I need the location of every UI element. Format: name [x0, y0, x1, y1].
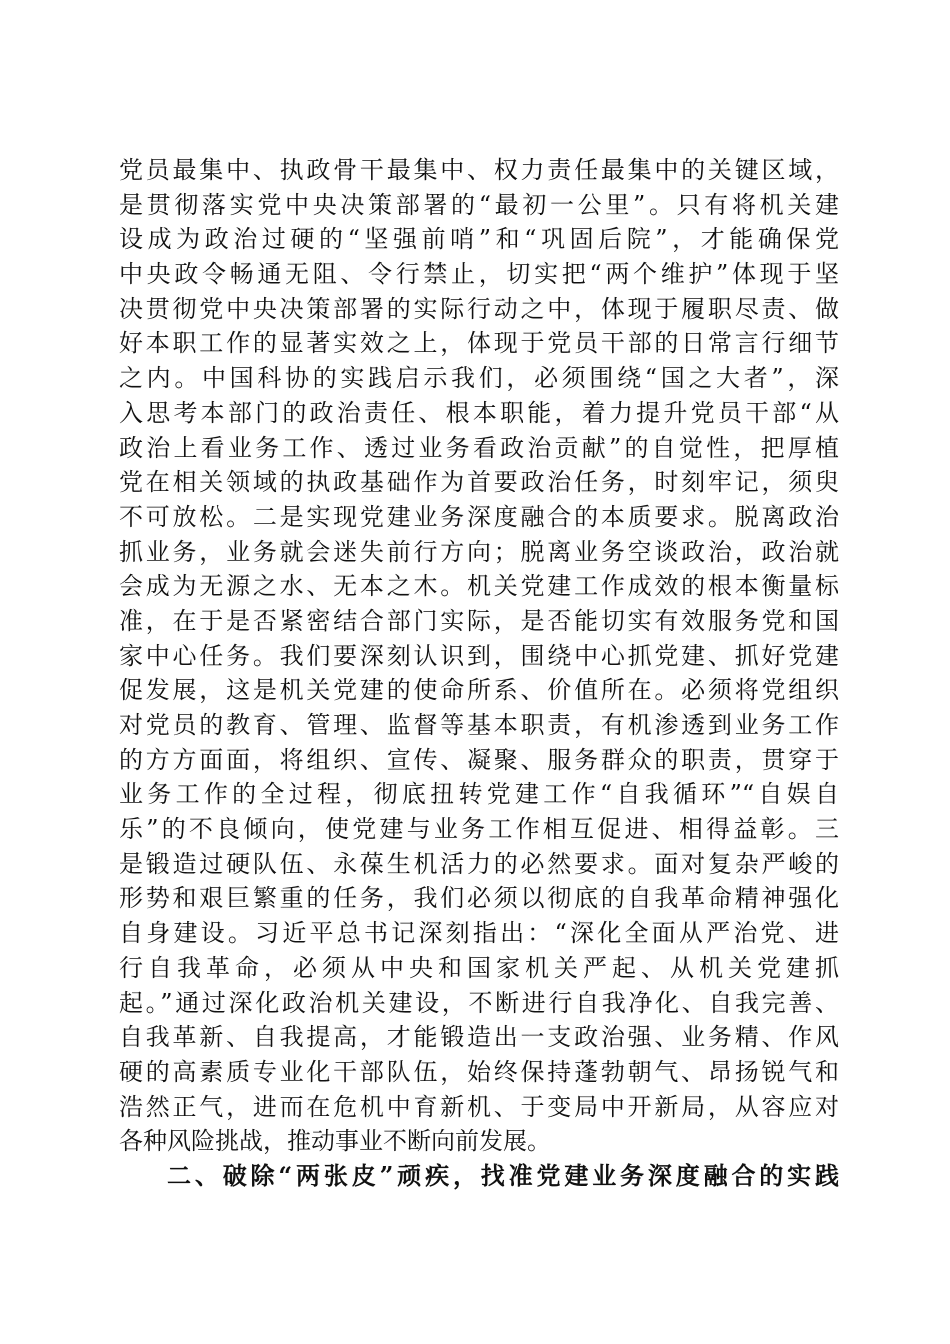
paragraph-line: 抓业务，业务就会迷失前行方向；脱离业务空谈政治，政治就: [119, 537, 839, 566]
paragraph-line: 是锻造过硬队伍、永葆生机活力的必然要求。面对复杂严峻的: [119, 849, 839, 878]
paragraph-line-last: 各种风险挑战，推动事业不断向前发展。: [119, 1127, 551, 1156]
paragraph-line: 会成为无源之水、无本之木。机关党建工作成效的根本衡量标: [119, 572, 839, 601]
paragraph-line: 的方方面面，将组织、宣传、凝聚、服务群众的职责，贯穿于: [119, 745, 839, 774]
paragraph-line: 好本职工作的显著实效之上，体现于党员干部的日常言行细节: [119, 329, 839, 358]
paragraph-line: 决贯彻党中央决策部署的实际行动之中，体现于履职尽责、做: [119, 294, 839, 323]
paragraph-line: 家中心任务。我们要深刻认识到，围绕中心抓党建、抓好党建: [119, 641, 839, 670]
paragraph-line: 自身建设。习近平总书记深刻指出：“深化全面从严治党、进: [119, 919, 839, 948]
paragraph-line: 形势和艰巨繁重的任务，我们必须以彻底的自我革命精神强化: [119, 884, 839, 913]
paragraph-line: 浩然正气，进而在危机中育新机、于变局中开新局，从容应对: [119, 1092, 839, 1121]
paragraph-line: 政治上看业务工作、透过业务看政治贡献”的自觉性，把厚植: [119, 433, 839, 462]
paragraph-line: 不可放松。二是实现党建业务深度融合的本质要求。脱离政治: [119, 502, 839, 531]
paragraph-line: 起。”通过深化政治机关建设，不断进行自我净化、自我完善、: [119, 988, 839, 1017]
paragraph-line: 促发展，这是机关党建的使命所系、价值所在。必须将党组织: [119, 676, 839, 705]
paragraph-line: 业务工作的全过程，彻底扭转党建工作“自我循环”“自娱自: [119, 780, 839, 809]
paragraph-line: 自我革新、自我提高，才能锻造出一支政治强、业务精、作风: [119, 1023, 839, 1052]
body-text: [119, 153, 839, 1194]
paragraph-line: 准，在于是否紧密结合部门实际，是否能切实有效服务党和国: [119, 606, 839, 635]
paragraph-line: 设成为政治过硬的“坚强前哨”和“巩固后院”，才能确保党: [119, 225, 839, 254]
paragraph-line: 行自我革命，必须从中央和国家机关严起、从机关党建抓: [119, 953, 839, 982]
paragraph-line: 乐”的不良倾向，使党建与业务工作相互促进、相得益彰。三: [119, 815, 839, 844]
paragraph-line: 对党员的教育、管理、监督等基本职责，有机渗透到业务工作: [119, 711, 839, 739]
paragraph-line: 党在相关领域的执政基础作为首要政治任务，时刻牢记，须臾: [119, 468, 839, 497]
paragraph-line: 之内。中国科协的实践启示我们，必须围绕“国之大者”，深: [119, 364, 839, 393]
paragraph-line: 中央政令畅通无阻、令行禁止，切实把“两个维护”体现于坚: [119, 260, 839, 289]
section-heading: 二、破除“两张皮”顽疾，找准党建业务深度融合的实践: [167, 1160, 839, 1190]
paragraph-line: 入思考本部门的政治责任、根本职能，着力提升党员干部“从: [119, 398, 839, 427]
paragraph-line: 硬的高素质专业化干部队伍，始终保持蓬勃朝气、昂扬锐气和: [119, 1057, 839, 1086]
paragraph-line: 党员最集中、执政骨干最集中、权力责任最集中的关键区域，: [119, 156, 839, 184]
paragraph-line: 是贯彻落实党中央决策部署的“最初一公里”。只有将机关建: [119, 190, 839, 219]
